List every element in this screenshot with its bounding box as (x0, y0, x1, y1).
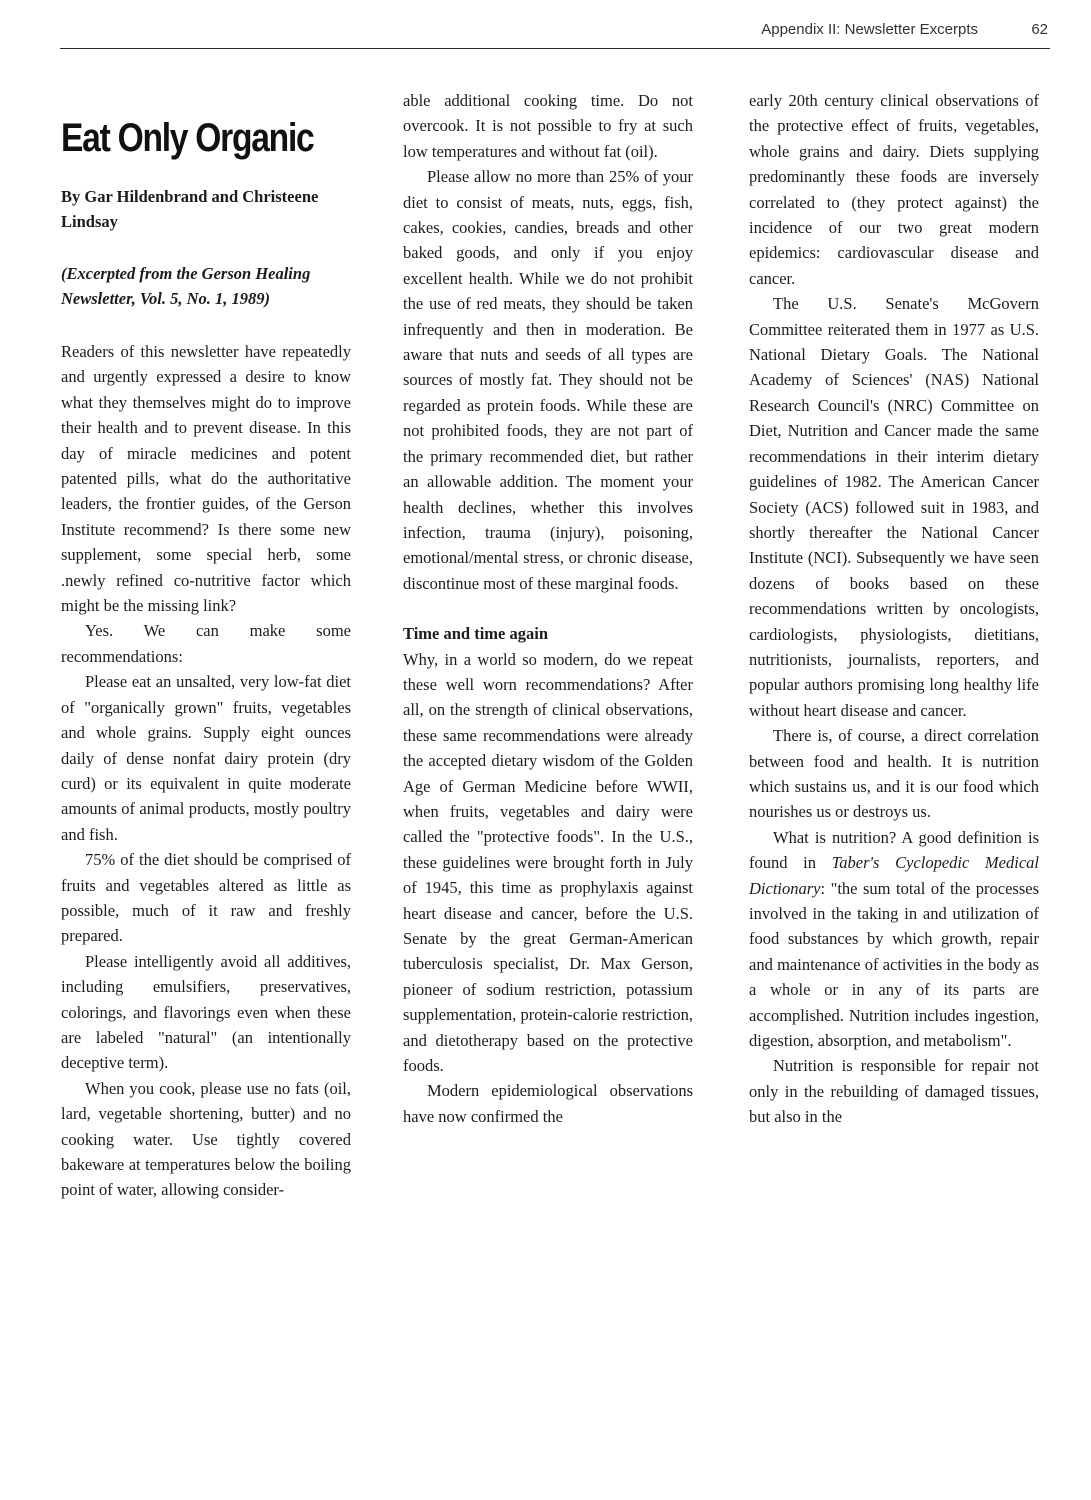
paragraph-text: What is nutrition? A good definition is found in (749, 827, 1039, 873)
paragraph: Please eat an unsalted, very low-fat diet of "organically grown" fruits, vegetables and whole grains. Supply eight ounces daily of dense nonfat dairy protein (dry curd) or its equivalent in quite moderate amounts of animal products, mostly poultry and fish. (61, 672, 351, 844)
page-header (60, 18, 1050, 49)
paragraph (749, 825, 1039, 1054)
paragraph: Readers of this newsletter have repeatedly and urgently expressed a desire to know what they themselves might do to improve their health and to prevent disease. In this day of miracle medicines and potent patented pills, what do the authoritative leaders, the frontier guides, of the Gerson Institute recommend? Is there some new supplement, some special herb, some .newly refined co-nutritive factor which might be the missing link? (61, 342, 351, 616)
paragraph: Modern epidemiological observations have now confirmed the (403, 1081, 693, 1126)
paragraph: There is, of course, a direct correlation between food and health. It is nutrition which sustains us, and it is our food which nourishes us or destroys us. (749, 726, 1039, 822)
paragraph: The U.S. Senate's McGovern Committee reiterated them in 1977 as U.S. National Dietary Goals. The National Academy of Sciences' (NAS) National Research Council's (NRC) Committee on Diet, Nutrition and Cancer made the same recommendations in their interim dietary guidelines of 1982. The American Cancer Society (ACS) followed suit in 1983, and shortly thereafter the National Cancer Institute (NCI). Subsequently we have seen dozens of books based on these recommendations written by oncologists, cardiologists, physiologists, dietitians, nutritionists, journalists, reporters, and popular authors promising long healthy life without heart disease and cancer. (749, 294, 1039, 720)
paragraph: able additional cooking time. Do not overcook. It is not possible to fry at such low temperatures and without fat (oil). (403, 91, 693, 161)
column-2 (403, 88, 693, 1129)
running-title: Appendix II: Newsletter Excerpts (761, 21, 978, 38)
paragraph: 75% of the diet should be comprised of fruits and vegetables altered as little as possible, much of it raw and freshly prepared. (61, 850, 351, 946)
paragraph: Why, in a world so modern, do we repeat these well worn recommendations? After all, on the strength of clinical observations, these same recommendations were already the accepted dietary wisdom of the Golden Age of German Medicine before WWII, when fruits, vegetables and dairy were called the "protective foods". In the U.S., these guidelines were brought forth in July of 1945, this time as prophylaxis against heart disease and cancer, before the U.S. Senate by the great German-American tuberculosis specialist, Dr. Max Gerson, pioneer of sodium restriction, potassium supplementation, protein-calorie restriction, and dietotherapy based on the protective foods. (403, 649, 693, 1076)
paragraph-text: : "the sum total of the processes involved in the taking in and utilization of food substances by which growth, repair and maintenance of activities in the body as a whole or in any of its parts are accomplished. Nutrition includes ingestion, digestion, absorption, and metabolism". (749, 878, 1039, 1051)
paragraph: When you cook, please use no fats (oil, lard, vegetable shortening, butter) and no cooking water. Use tightly covered bakeware at temperatures below the boiling point of water, allowing consider- (61, 1078, 351, 1200)
column-3 (749, 88, 1039, 1130)
section-heading: Time and time again (403, 624, 548, 644)
cited-source: Taber's Cyclopedic Medical Dictionary (749, 853, 1039, 898)
byline: By Gar Hildenbrand and Christeene Lindsay (61, 187, 319, 231)
paragraph: Please allow no more than 25% of your diet to consist of meats, nuts, eggs, fish, cakes, cookies, candies, breads and other baked goods, and only if you enjoy excellent health. While we do not prohibit the use of red meats, they should be taken infrequently and then in moderation. Be aware that nuts and seeds of all types are sources of mostly fat. They should not be regarded as protein foods. While these are not prohibited foods, they are not part of the primary recommended diet, but rather an allowable addition. The moment your health declines, whether this involves infection, trauma (injury), poisoning, emotional/mental stress, or chronic disease, discontinue most of these marginal foods. (403, 167, 693, 593)
paragraph: Please intelligently avoid all additives, including emulsifiers, preservatives, colorings, and flavorings even when these are labeled "natural" (an intentionally deceptive term). (61, 951, 351, 1073)
page-number: 62 (1031, 21, 1048, 38)
paragraph: Yes. We can make some recommendations: (61, 621, 351, 666)
article-title: Eat Only Organic (61, 116, 314, 160)
excerpt-note: (Excerpted from the Gerson Healing Newsletter, Vol. 5, No. 1, 1989) (61, 264, 311, 308)
paragraph: Nutrition is responsible for repair not only in the rebuilding of damaged tissues, but also in the (749, 1056, 1039, 1127)
paragraph: early 20th century clinical observations of the protective effect of fruits, vegetables, whole grains and dairy. Diets supplying predominantly these foods are inversely correlated to (they protect against) the incidence of our two great modern epidemics: cardiovascular disease and cancer. (749, 91, 1039, 288)
column-1 (61, 88, 351, 1203)
